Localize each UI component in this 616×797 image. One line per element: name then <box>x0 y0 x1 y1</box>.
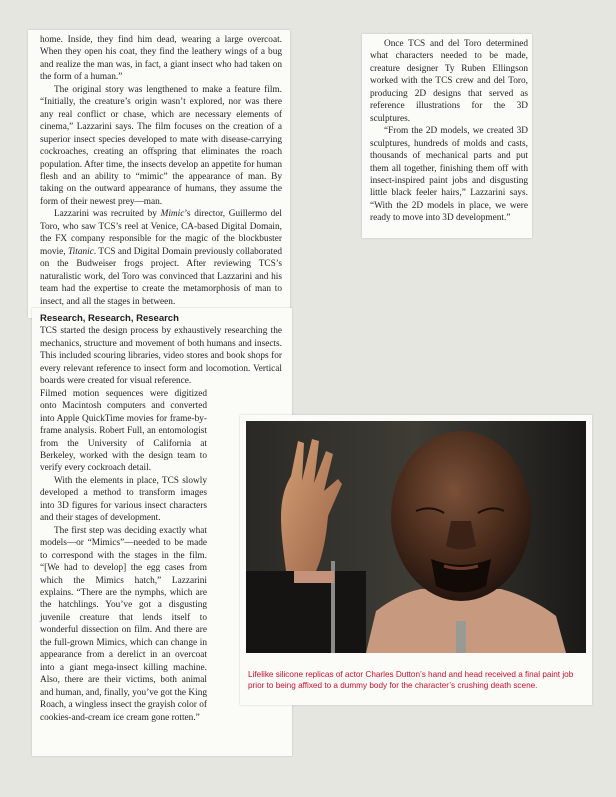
photo <box>246 421 586 653</box>
photo-illustration <box>246 421 586 653</box>
research-paragraph-1-narrow: Filmed motion sequences were digitized onto Macintosh computers and converted into Apple QuickTime movies for frame-by-frame analysis. Robert Full, an entomologist from the University of California at Berkeley, worked with the design team to verify every cockroach detail. <box>40 388 207 474</box>
left-paragraph-3-text-c: . TCS and Digital Domain previously collaborated on the Budweiser frogs project. After reviewing TCS’s naturalistic work, del Toro was convinced that Lazzarini and his team had the expertise to create the metamorphosis of man to insect, and all the stages in between. <box>40 246 282 307</box>
research-paragraph-2: With the elements in place, TCS slowly developed a method to transform images into 3D figures for various insect characters and their stages of development. <box>40 475 207 524</box>
head-stand <box>456 621 466 653</box>
nose <box>446 521 476 550</box>
research-paragraph-1-wide: TCS started the design process by exhaustively researching the mechanics, structure and movement of both humans and insects. This included scouring libraries, video stores and book shops for every relevant reference to insect form and locomotion. Vertical boards were created for visual reference. <box>40 326 282 387</box>
research-narrow-column <box>40 388 207 724</box>
photo-caption: Lifelike silicone replicas of actor Charles Dutton’s hand and head received a final paint job prior to being affixed to a dummy body for the character’s crushing death scene. <box>248 670 574 690</box>
right-paragraph-1: Once TCS and del Toro determined what characters needed to be made, creature designer Ty Ruben Ellingson worked with the TCS crew and del Toro, producing 2D designs that served as reference illustrations for the 3D sculptures. <box>370 39 528 124</box>
equipment-case <box>246 571 366 653</box>
left-column <box>40 34 282 308</box>
left-paragraph-2: The original story was lengthened to make a feature film. “Initially, the creature’s origin wasn’t explored, nor was there any real conflict or chase, which are necessary elements of cinema,” Lazzarini says. The film focuses on the creation of a superior insect species developed to mate with disease-carrying cockroaches, creating an offspring that eliminates the roach population. After time, the insects develop an appetite for human flesh and an ability to “mimic” the appearance of man. By taking on the outward appearance of humans, they assume the form of their newest prey—man. <box>40 84 282 207</box>
research-heading: Research, Research, Research <box>40 313 179 324</box>
right-paragraph-2: “From the 2D models, we created 3D sculptures, hundreds of molds and casts, thousands of mechanical parts and put them all together, finishing them off with insect-inspired paint jobs and disgusting little black feeler hairs,” Lazzarini says. “With the 2D models in place, we were ready to move into 3D development.” <box>370 126 528 224</box>
left-paragraph-3 <box>40 208 282 308</box>
film-title-mimic: Mimic <box>160 209 185 220</box>
left-paragraph-3-text-a: Lazzarini was recruited by <box>54 209 161 220</box>
right-column <box>370 38 528 225</box>
hand-base <box>294 571 334 583</box>
research-paragraph-3: The first step was deciding exactly what models—or “Mimics”—needed to be made to correspond with the stages in the film. “[We had to develop] the egg cases from which the Mimics hatch,” Lazzarini explains. “There are the nymphs, which are the hatchlings. You’ve got a disgusting juvenile creature that lends itself to wonderful dissection on film. And there are the full-grown Mimics, which can change in appearance from a derelict in an overcoat into a giant mega-insect killing machine. Also, there are their victims, both animal and human, and, finally, you’ve got the King Roach, a wingless insect the grayish color of cookies-and-cream ice cream gone rotten.” <box>40 525 207 723</box>
left-paragraph-3-text-b: ’s director, Guillermo del Toro, who saw TCS’s reel at Venice, CA-based Digital Domain, the FX company responsible for the magic of the blockbuster movie, <box>40 209 282 257</box>
film-title-titanic: Titanic <box>68 246 94 257</box>
left-paragraph-1: home. Inside, they find him dead, wearing a large overcoat. When they open his coat, they find the leathery wings of a bug and realize the man was, in fact, a giant insect who had taken on the form of a human.” <box>40 35 282 83</box>
